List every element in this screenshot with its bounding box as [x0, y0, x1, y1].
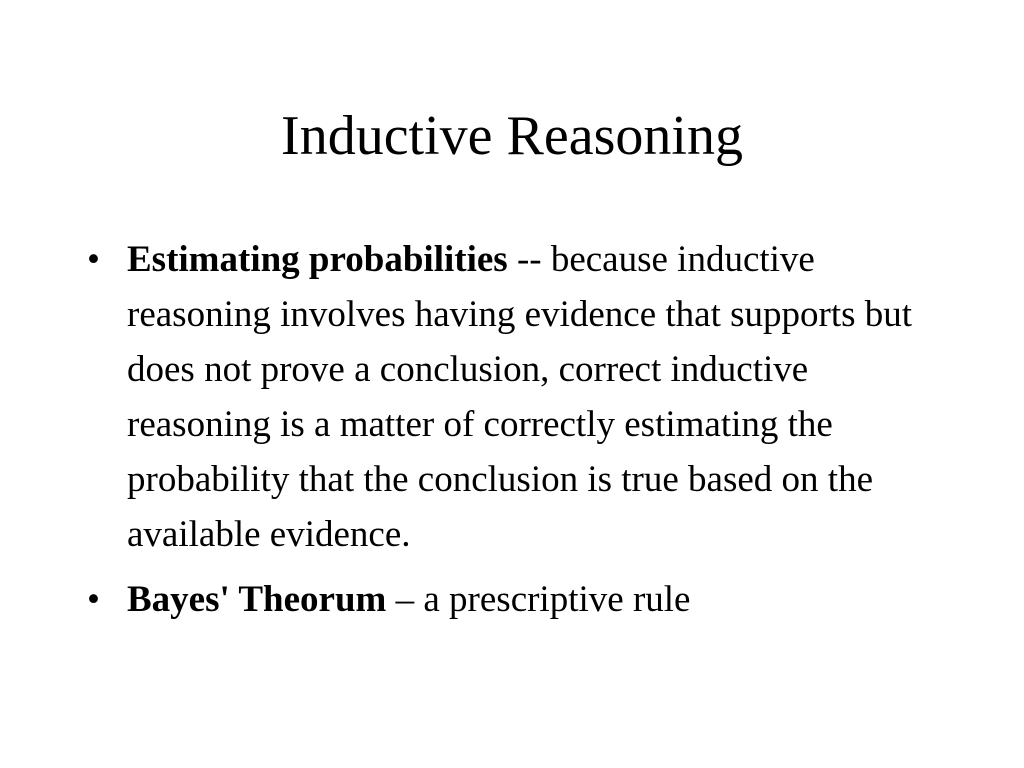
bullet-term: Estimating probabilities [127, 239, 508, 280]
bullet-term: Bayes' Theorum [127, 579, 387, 620]
bullet-icon: • [87, 239, 100, 280]
bullet-text: -- because inductive reasoning involves having evidence that supports but does not prove a conclusion, correct inductive reasoning is a matter of correctly estimating the probability that the conclusion is true based on the available evidence. [127, 239, 913, 555]
bullet-list [87, 232, 947, 637]
slide-title: Inductive Reasoning [281, 105, 743, 167]
bullet-item-estimating-probabilities [87, 232, 947, 562]
bullet-text: – a prescriptive rule [386, 579, 691, 620]
bullet-icon: • [87, 579, 100, 620]
bullet-item-bayes-theorum [87, 572, 947, 627]
